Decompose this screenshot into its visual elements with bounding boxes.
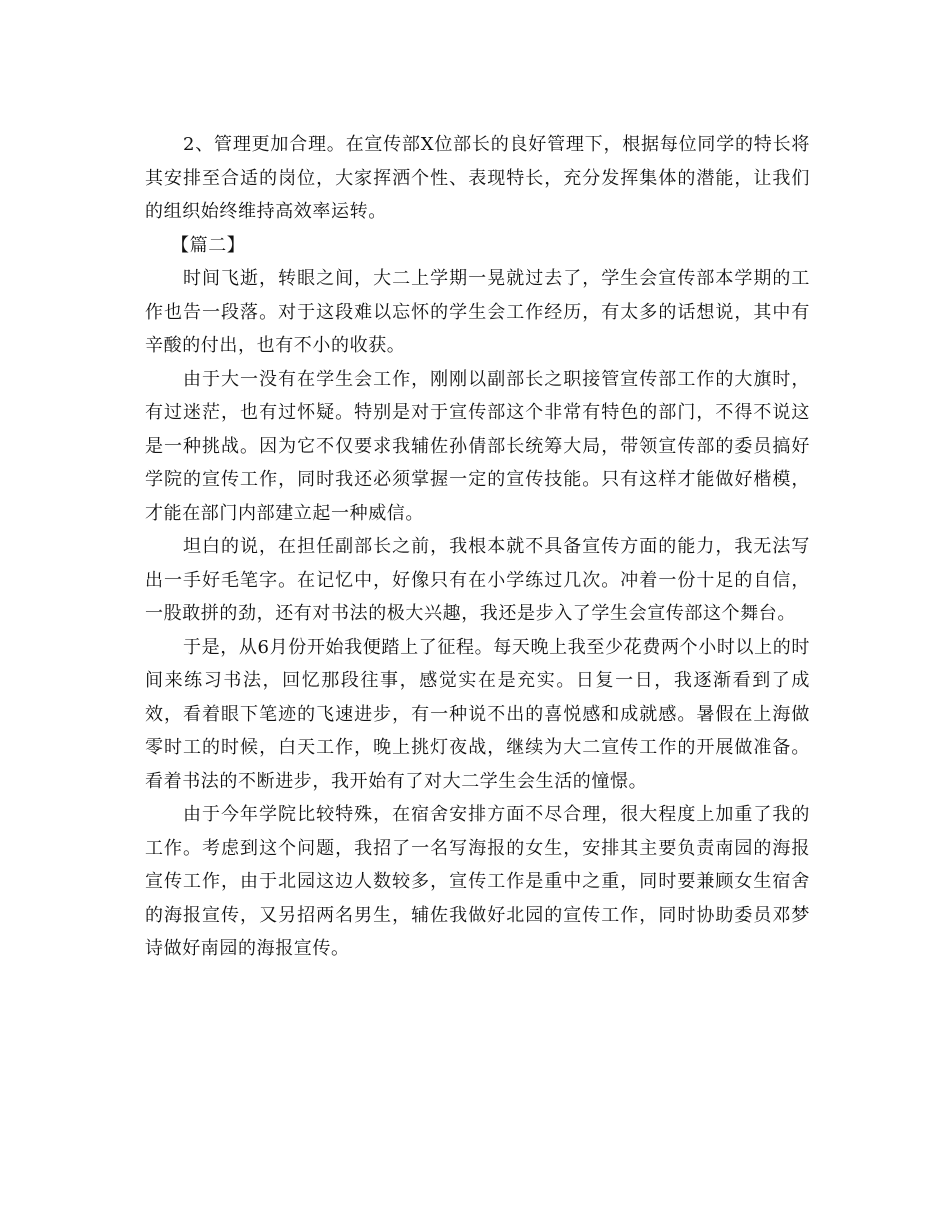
paragraph-frankly: 坦白的说，在担任副部长之前，我根本就不具备宣传方面的能力，我无法写出一手好毛笔字。在记忆中，好像只有在小学练过几次。冲着一份十足的自信，一股敢拼的劲，还有对书法的极大兴趣，我还是步入了学生会宣传部这个舞台。 bbox=[145, 536, 810, 624]
paragraph-management: 2、管理更加合理。在宣传部X位部长的良好管理下，根据每位同学的特长将其安排至合适的岗位，大家挥洒个性、表现特长，充分发挥集体的潜能，让我们的组织始终维持高效率运转。 bbox=[145, 134, 810, 222]
document-body bbox=[145, 128, 810, 966]
paragraph-vice-minister: 由于大一没有在学生会工作，刚刚以副部长之职接管宣传部工作的大旗时，有过迷茫，也有过怀疑。特别是对于宣传部这个非常有特色的部门，不得不说这是一种挑战。因为它不仅要求我辅佐孙倩部长统筹大局，带领宣传部的委员搞好学院的宣传工作，同时我还必须掌握一定的宣传技能。只有这样才能做好楷模，才能在部门内部建立起一种威信。 bbox=[145, 368, 810, 524]
paragraph-time-flies: 时间飞逝，转眼之间，大二上学期一晃就过去了，学生会宣传部本学期的工作也告一段落。对于这段难以忘怀的学生会工作经历，有太多的话想说，其中有辛酸的付出，也有不小的收获。 bbox=[145, 268, 810, 356]
paragraph-calligraphy-practice: 于是，从6月份开始我便踏上了征程。每天晚上我至少花费两个小时以上的时间来练习书法，回忆那段往事，感觉实在是充实。日复一日，我逐渐看到了成效，看着眼下笔迹的飞速进步，有一种说不出的喜悦感和成就感。暑假在上海做零时工的时候，白天工作，晚上挑灯夜战，继续为大二宣传工作的开展做准备。看着书法的不断进步，我开始有了对大二学生会生活的憧憬。 bbox=[145, 636, 810, 792]
paragraph-dormitory-arrangement: 由于今年学院比较特殊，在宿舍安排方面不尽合理，很大程度上加重了我的工作。考虑到这个问题，我招了一名写海报的女生，安排其主要负责南园的海报宣传工作，由于北园这边人数较多，宣传工作是重中之重，同时要兼顾女生宿舍的海报宣传，又另招两名男生，辅佐我做好北园的宣传工作，同时协助委员邓梦诗做好南园的海报宣传。 bbox=[145, 804, 810, 959]
section-heading-part-two: 【篇二】 bbox=[171, 234, 246, 256]
